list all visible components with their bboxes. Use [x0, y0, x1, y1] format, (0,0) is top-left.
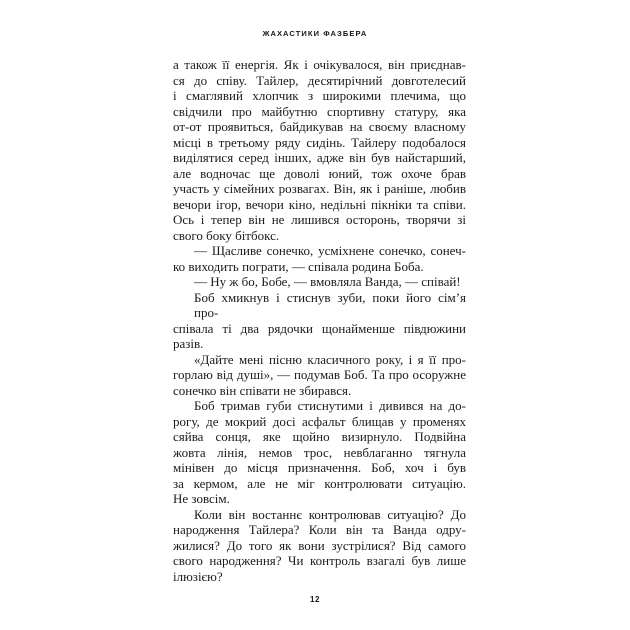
text-line: народження Тайлера? Коли він та Ванда одру- — [173, 522, 466, 537]
text-line: і смаглявий хлопчик з широкими плечима, що — [173, 88, 466, 103]
text-line: виділятися серед інших, адже він був найстарший, — [173, 150, 466, 165]
text-line: мінівен до місця призначення. Боб, хоч і був — [173, 460, 466, 475]
text-line: Боб хмикнув і стиснув зуби, поки його сім’я про- — [194, 289, 466, 320]
page-number: 12 — [309, 595, 321, 604]
text-line: «Дайте мені пісню класичного року, і я її про- — [194, 351, 466, 367]
text-line: жовта лінія, немов трос, невблаганно тягнула — [173, 444, 466, 460]
text-line: Коли він востаннє контролював ситуацію? До — [194, 506, 466, 522]
text-line: Не зовсім. — [173, 491, 230, 506]
text-line: разів. — [173, 336, 204, 351]
body-text — [173, 57, 466, 584]
text-line: але водночас ще доволі юний, тож охоче брав — [173, 165, 466, 181]
text-line: вечори ігор, вечори кіно, недільні пікніки та співи. — [173, 196, 466, 212]
text-line: ся до співу. Тайлер, десятирічний довготелесий — [173, 72, 466, 88]
text-line: жилися? До того як вони зустрілися? Від самого — [173, 537, 466, 553]
text-line: сонечко він співати не збирався. — [173, 382, 352, 398]
text-line: а також її енергія. Як і очікувалося, він приєднав- — [173, 57, 466, 72]
text-line: рогу, де мокрий досі асфальт блищав у променях — [173, 413, 466, 429]
text-line: свого боку бітбокс. — [173, 227, 280, 243]
text-line: сяйва сонця, яке щойно визирнуло. Подвійна — [173, 429, 466, 444]
text-line: свого народження? Чи контроль взагалі був лише — [173, 553, 466, 568]
text-line: Боб тримав губи стиснутими і дивився на до- — [194, 398, 466, 413]
text-line: Ось і тепер він не лишився осторонь, творячи зі — [173, 212, 466, 227]
text-line: місці в третьому ряду сидінь. Тайлеру подобалося — [173, 134, 466, 150]
text-line: за кермом, але не міг контролювати ситуацію. — [173, 475, 466, 491]
text-line: співала ті два рядочки щонайменше півдюжини — [173, 320, 466, 336]
running-header: ЖАХАСТИКИ ФАЗБЕРА — [262, 29, 368, 38]
text-line: — Щасливе сонечко, усміхнене сонечко, сонеч- — [194, 243, 466, 258]
text-line: ілюзією? — [173, 568, 223, 584]
text-line: от-от проявиться, байдикував на своєму власному — [173, 119, 466, 134]
text-line: — Ну ж бо, Бобе, — вмовляла Ванда, — співай! — [194, 274, 461, 289]
text-line: участь у сімейних розвагах. Він, як і раніше, любив — [173, 181, 466, 196]
text-line: свідчили про майбутню спортивну статуру, яка — [173, 103, 466, 119]
text-line: горлаю від душі», — подумав Боб. Та про осоружне — [173, 367, 466, 382]
text-line: ко виходить пограти, — співала родина Боба. — [173, 258, 424, 274]
